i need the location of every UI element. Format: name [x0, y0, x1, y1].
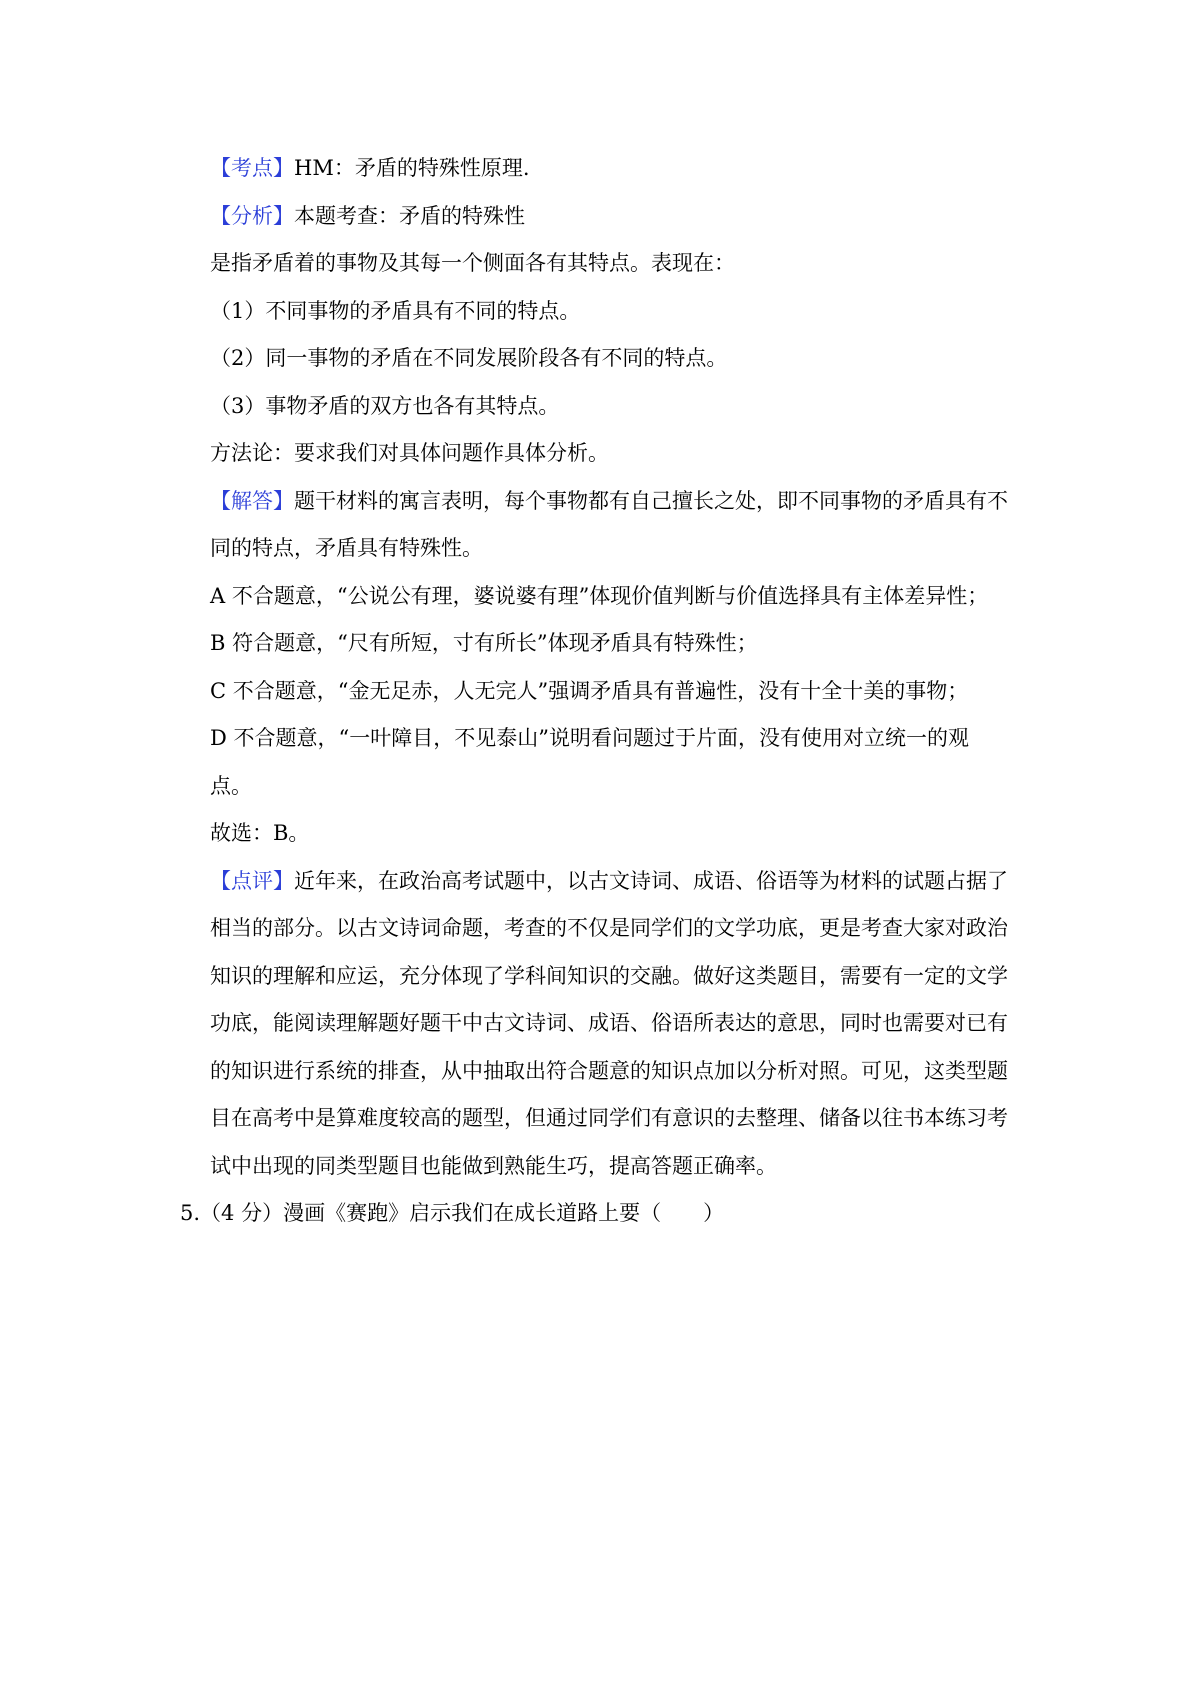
fenxi-line-4: （3）事物矛盾的双方也各有其特点。: [210, 393, 560, 418]
kaodian-text: HM：矛盾的特殊性原理.: [294, 156, 530, 180]
fenxi-line-3: （2）同一事物的矛盾在不同发展阶段各有不同的特点。: [210, 346, 728, 370]
jieda-line-4: C 不合题意，“金无足赤，人无完人”强调矛盾具有普遍性，没有十全十美的事物；: [210, 678, 969, 703]
dianping-line: [210, 863, 1030, 911]
fenxi-line-1: 是指矛盾着的事物及其每一个侧面各有其特点。表现在：: [210, 251, 735, 275]
dianping-line-2: 知识的理解和应运，充分体现了学科间知识的交融。做好这类题目，需要有一定的文学: [210, 963, 1008, 988]
jieda-line-1: 同的特点，矛盾具有特殊性。: [210, 536, 483, 560]
analysis-block: [210, 150, 1030, 1195]
jieda-line: [210, 483, 1030, 531]
jieda-tag: 【解答】: [210, 488, 294, 513]
dianping-tag: 【点评】: [210, 868, 294, 893]
jieda-line-7: 故选：B。: [210, 821, 310, 845]
dianping-line-1: 相当的部分。以古文诗词命题，考查的不仅是同学们的文学功底，更是考查大家对政治: [210, 916, 1008, 940]
dianping-line-5: 目在高考中是算难度较高的题型，但通过同学们有意识的去整理、储备以往书本练习考: [210, 1106, 1008, 1130]
dianping-text: 近年来，在政治高考试题中，以古文诗词、成语、俗语等为材料的试题占据了: [294, 868, 1008, 893]
jieda-line-6: 点。: [210, 773, 252, 798]
fenxi-text: 本题考查：矛盾的特殊性: [294, 203, 525, 228]
jieda-line-2: A 不合题意，“公说公有理，婆说婆有理”体现价值判断与价值选择具有主体差异性；: [210, 583, 989, 608]
fenxi-tag: 【分析】: [210, 203, 294, 228]
question-5: 5.（4 分）漫画《赛跑》启示我们在成长道路上要（ ）: [180, 1201, 725, 1225]
jieda-line-3: B 符合题意，“尺有所短，寸有所长”体现矛盾具有特殊性；: [210, 631, 758, 655]
dianping-line-4: 的知识进行系统的排查，从中抽取出符合题意的知识点加以分析对照。可见，这类型题: [210, 1058, 1008, 1083]
kaodian-line: [210, 150, 1030, 198]
fenxi-line: [210, 198, 1030, 246]
fenxi-line-5: 方法论：要求我们对具体问题作具体分析。: [210, 441, 609, 465]
dianping-line-6: 试中出现的同类型题目也能做到熟能生巧，提高答题正确率。: [210, 1153, 777, 1178]
kaodian-tag: 【考点】: [210, 156, 294, 180]
jieda-text: 题干材料的寓言表明，每个事物都有自己擅长之处，即不同事物的矛盾具有不: [294, 488, 1008, 513]
fenxi-line-2: （1）不同事物的矛盾具有不同的特点。: [210, 298, 581, 323]
dianping-line-3: 功底，能阅读理解题好题干中古文诗词、成语、俗语所表达的意思，同时也需要对已有: [210, 1011, 1008, 1035]
jieda-line-5: D 不合题意，“一叶障目，不见泰山”说明看问题过于片面，没有使用对立统一的观: [210, 726, 969, 750]
